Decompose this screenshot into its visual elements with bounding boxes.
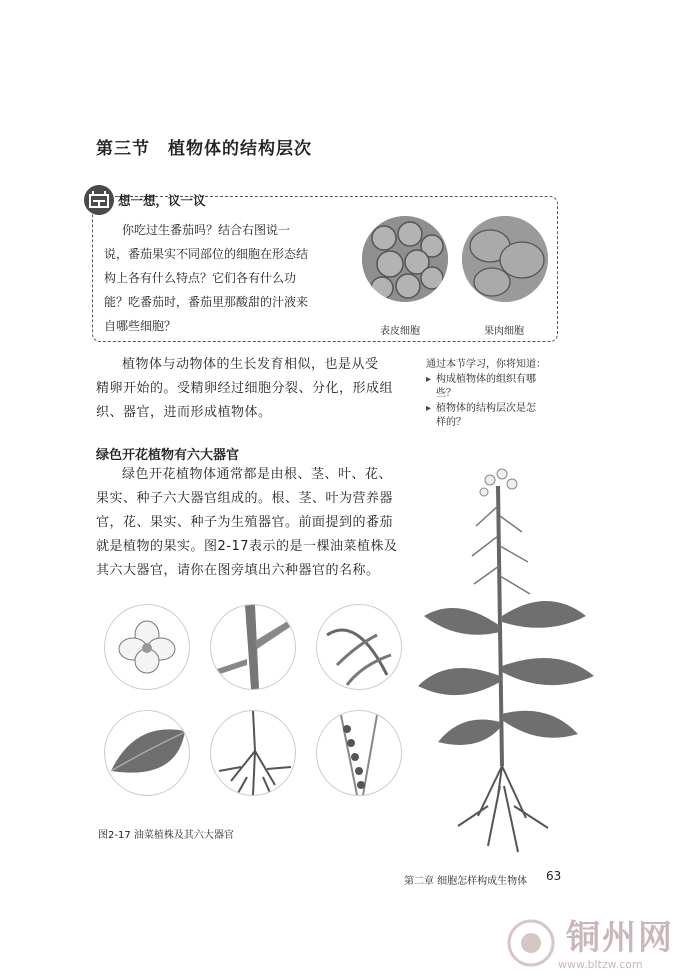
watermark-url: www.bltzw.com <box>558 958 643 971</box>
page-number: 63 <box>546 869 562 883</box>
question-line: 能？吃番茄时，番茄里那酸甜的汁液来 <box>104 295 309 309</box>
epidermal-cells-caption: 表皮细胞 <box>380 326 420 337</box>
pulp-cells-caption: 果肉细胞 <box>484 326 524 337</box>
objectives-lead: 通过本节学习，你将知道： <box>426 359 546 370</box>
fruit-organ-image <box>316 604 402 690</box>
body-line: 就是植物的果实。图2-17表示的是一棵油菜植株及 <box>96 539 398 554</box>
stem-organ-image <box>210 604 296 690</box>
objective-item: ▸ 构成植物体的组织有哪 <box>426 373 550 388</box>
rapeseed-plant-image <box>418 466 598 858</box>
think-icon <box>84 185 114 215</box>
page-title: 第三节 植物体的结构层次 <box>96 139 312 159</box>
body-line: 果实、种子六大器官组成的。根、茎、叶为营养器 <box>96 491 394 506</box>
intro-line: 植物体与动物体的生长发育相似，也是从受 <box>122 357 379 372</box>
objective-item-cont: 样的？ <box>436 417 466 428</box>
objective-item: ▸ 植物体的结构层次是怎 <box>426 402 550 417</box>
question-line: 说，番茄果实不同部位的细胞在形态结 <box>104 247 309 261</box>
intro-line: 精卵开始的。受精卵经过细胞分裂、分化，形成组 <box>96 381 394 396</box>
body-line: 官，花、果实、种子为生殖器官。前面提到的番茄 <box>96 515 394 530</box>
think-heading: 想一想，议一议 <box>118 193 206 208</box>
learning-objectives <box>426 358 550 431</box>
question-line: 自哪些细胞？ <box>104 319 177 333</box>
epidermal-cells-image <box>362 216 448 302</box>
watermark-text: 铜州网 <box>566 918 674 958</box>
seed-organ-image <box>316 710 402 796</box>
question-line: 你吃过生番茄吗？结合右图说一 <box>122 223 291 237</box>
leaf-organ-image <box>104 710 190 796</box>
footer-chapter: 第二章 细胞怎样构成生物体 <box>404 876 528 887</box>
intro-line: 织、器官，进而形成植物体。 <box>96 405 272 420</box>
figure-caption: 图2-17 油菜植株及其六大器官 <box>98 830 234 841</box>
watermark-logo-icon <box>506 918 556 968</box>
body-line: 绿色开花植物体通常都是由根、茎、叶、花、 <box>122 467 393 482</box>
objective-item-cont: 些？ <box>436 388 456 399</box>
body-line: 其六大器官，请你在图旁填出六种器官的名称。 <box>96 563 380 578</box>
root-organ-image <box>210 710 296 796</box>
question-line: 构上各有什么特点？它们各有什么功 <box>104 271 297 285</box>
flower-organ-image <box>104 604 190 690</box>
section-subheading: 绿色开花植物有六大器官 <box>96 448 240 463</box>
pulp-cells-image <box>462 216 548 302</box>
